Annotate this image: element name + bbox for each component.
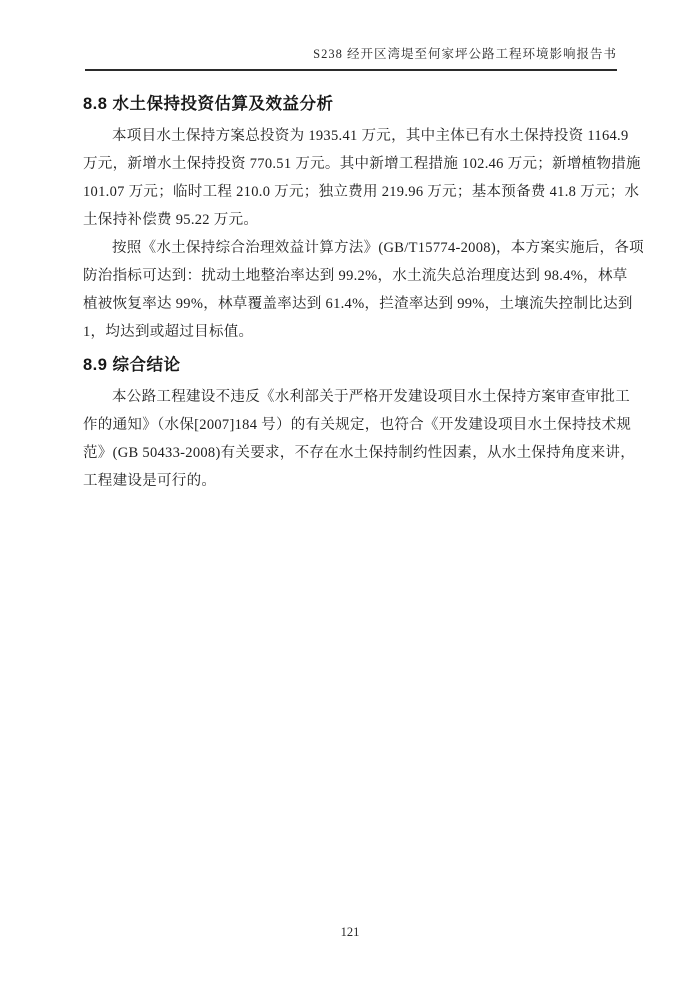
paragraph-conclusion [83,383,636,495]
page-content [83,92,644,495]
paragraph-line: 工程建设是可行的。 [83,473,217,489]
paragraph-line: 土保持补偿费 95.22 万元。 [83,212,259,228]
paragraph-benefit-targets [83,234,644,346]
paragraph-line: 101.07 万元；临时工程 210.0 万元；独立费用 219.96 万元；基本预备费 41.8 万元；水 [83,184,640,200]
paragraph-line: 作的通知》（水保[2007]184 号）的有关规定，也符合《开发建设项目水土保持技术规 [83,417,632,433]
paragraph-line: 范》(GB 50433-2008)有关要求，不存在水土保持制约性因素，从水土保持角度来讲， [83,445,636,461]
paragraph-line: 万元，新增水土保持投资 770.51 万元。其中新增工程措施 102.46 万元；新增植物措施 [83,156,641,172]
section-heading-8-8: 8.8 水土保持投资估算及效益分析 [83,95,334,113]
paragraph-line: 1，均达到或超过目标值。 [83,324,254,340]
paragraph-investment [83,122,641,234]
section-heading-8-9: 8.9 综合结论 [83,356,181,374]
running-header: S238 经开区湾堤至何家坪公路工程环境影响报告书 [85,44,617,71]
paragraph-line: 植被恢复率达 99%，林草覆盖率达到 61.4%，拦渣率达到 99%，土壤流失控制比达到 [83,296,633,312]
paragraph-line: 本项目水土保持方案总投资为 1935.41 万元，其中主体已有水土保持投资 1164.9 [112,128,629,144]
paragraph-line: 按照《水土保持综合治理效益计算方法》(GB/T15774-2008)，本方案实施后，各项 [112,240,644,256]
paragraph-line: 防治指标可达到：扰动土地整治率达到 99.2%，水土流失总治理度达到 98.4%，林草 [83,268,628,284]
page-number: 121 [340,925,360,939]
paragraph-line: 本公路工程建设不违反《水利部关于严格开发建设项目水土保持方案审查审批工 [112,389,630,405]
